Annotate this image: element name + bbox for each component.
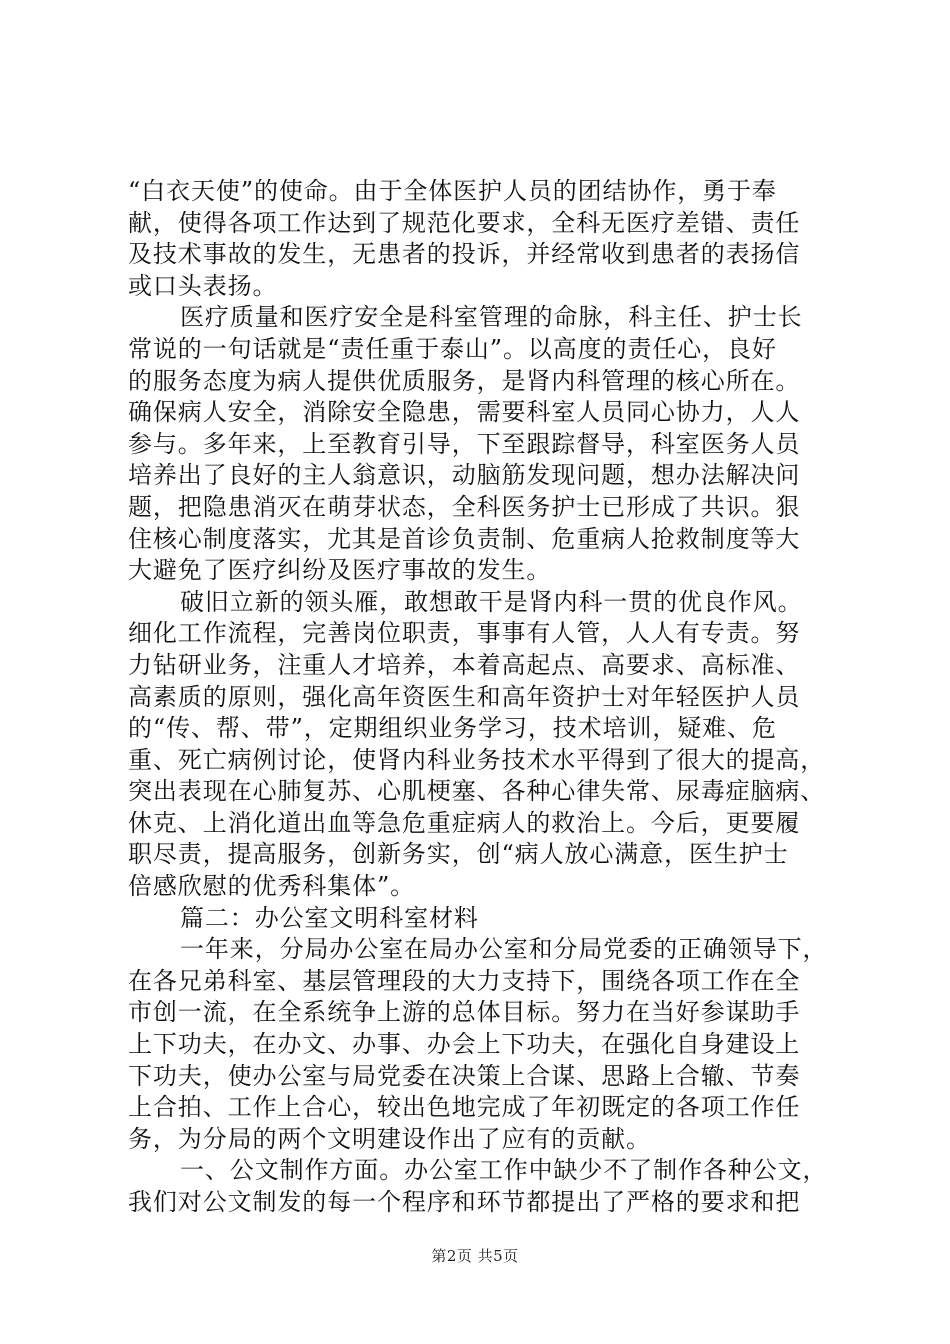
text-line: 的服务态度为病人提供优质服务，是肾内科管理的核心所在。: [128, 366, 801, 395]
text-line: 高素质的原则，强化高年资医生和高年资护士对年轻医护人员: [128, 682, 801, 711]
page-footer: 第2页 共5页: [431, 1247, 519, 1265]
text-line: 下功夫，使办公室与局党委在决策上合谋、思路上合辙、节奏: [128, 1061, 801, 1090]
text-line: 务，为分局的两个文明建设作出了应有的贡献。: [128, 1124, 651, 1153]
text-line: 休克、上消化道出血等急危重症病人的救治上。今后，更要履: [128, 808, 801, 837]
text-line: 确保病人安全，消除安全隐患，需要科室人员同心协力，人人: [128, 398, 801, 427]
text-line: 重、死亡病例讨论，使肾内科业务技术水平得到了很大的提高，: [128, 745, 826, 774]
text-line: 职尽责，提高服务，创新务实，创“病人放心满意，医生护士: [128, 840, 789, 869]
text-line: 题，把隐患消灭在萌芽状态，全科医务护士已形成了共识。狠: [128, 492, 801, 521]
paragraph-start-line: 一、公文制作方面。办公室工作中缺少不了制作各种公文，: [180, 1156, 828, 1185]
document-body: [128, 176, 828, 1219]
paragraph-start-line: 一年来，分局办公室在局办公室和分局党委的正确领导下，: [180, 935, 828, 964]
text-line: 大避免了医疗纠纷及医疗事故的发生。: [128, 556, 552, 585]
text-line: 参与。多年来，上至教育引导，下至跟踪督导，科室医务人员: [128, 429, 801, 458]
text-line: 细化工作流程，完善岗位职责，事事有人管，人人有专责。努: [128, 619, 801, 648]
text-line: 或口头表扬。: [128, 271, 278, 300]
text-line: 倍感欣慰的优秀科集体”。: [128, 872, 416, 901]
text-line: 培养出了良好的主人翁意识，动脑筋发现问题，想办法解决问: [128, 461, 801, 490]
text-line: 市创一流，在全系统争上游的总体目标。努力在当好参谋助手: [128, 998, 801, 1027]
text-line: 我们对公文制发的每一个程序和环节都提出了严格的要求和把: [128, 1188, 801, 1216]
text-line: 上下功夫，在办文、办事、办会上下功夫，在强化自身建设上: [128, 1030, 801, 1059]
text-line: 及技术事故的发生，无患者的投诉，并经常收到患者的表扬信: [128, 240, 801, 269]
text-line: 献，使得各项工作达到了规范化要求，全科无医疗差错、责任: [128, 208, 801, 237]
section-heading: 篇二：办公室文明科室材料: [180, 903, 479, 932]
text-line: 突出表现在心肺复苏、心肌梗塞、各种心律失常、尿毒症脑病、: [128, 777, 826, 806]
text-line: 住核心制度落实，尤其是首诊负责制、危重病人抢救制度等大: [128, 524, 801, 553]
text-line: 上合拍、工作上合心，较出色地完成了年初既定的各项工作任: [128, 1093, 801, 1122]
text-line: “白衣天使”的使命。由于全体医护人员的团结协作，勇于奉: [128, 177, 777, 205]
paragraph-start-line: 破旧立新的领头雁，敢想敢干是肾内科一贯的优良作风。: [180, 587, 803, 616]
text-line: 在各兄弟科室、基层管理段的大力支持下，围绕各项工作在全: [128, 966, 801, 995]
text-line: 的“传、帮、带”，定期组织业务学习，技术培训，疑难、危: [128, 714, 777, 743]
paragraph-start-line: 医疗质量和医疗安全是科室管理的命脉，科主任、护士长: [180, 303, 803, 332]
text-line: 常说的一句话就是“责任重于泰山”。以高度的责任心，良好: [128, 334, 777, 363]
text-line: 力钻研业务，注重人才培养，本着高起点、高要求、高标准、: [128, 650, 801, 679]
